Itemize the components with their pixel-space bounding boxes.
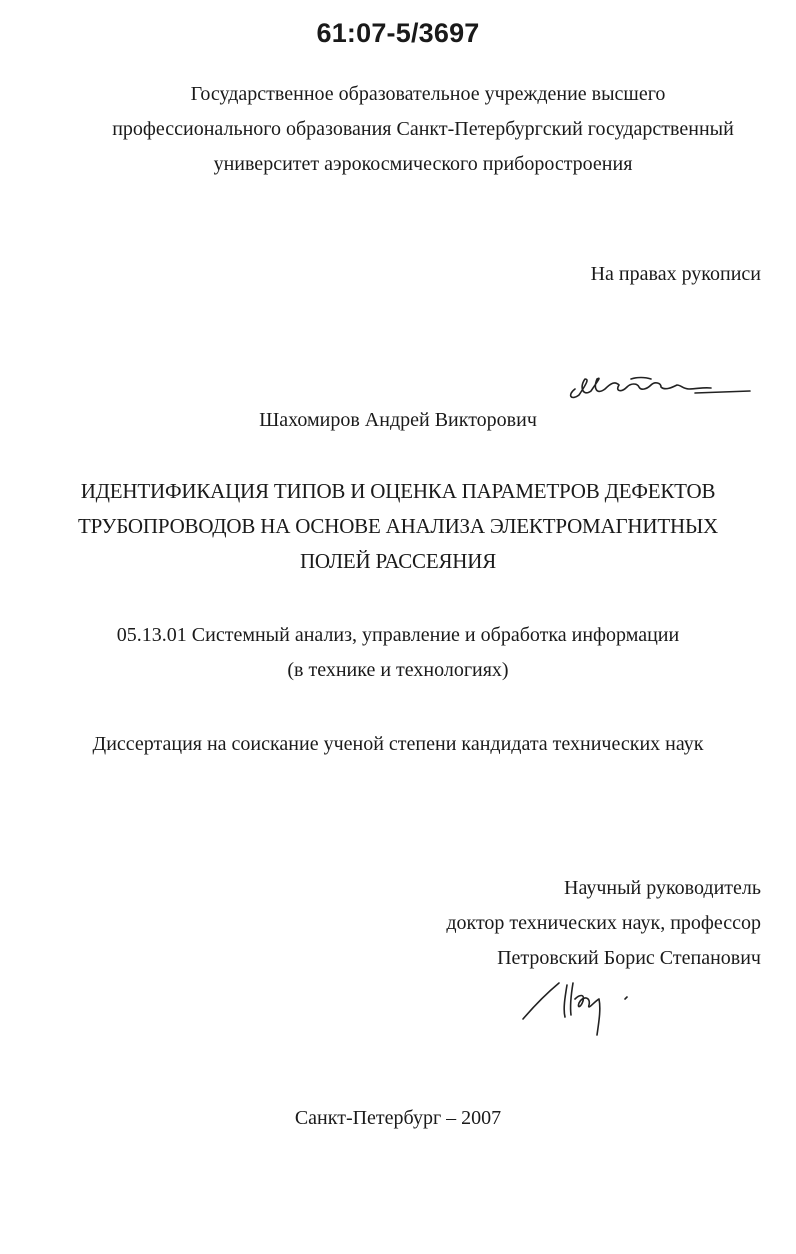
- place-and-year: Санкт-Петербург – 2007: [294, 1107, 502, 1129]
- archive-stamp-number: 61:07-5/3697: [316, 18, 480, 48]
- title-line-2: ТРУБОПРОВОДОВ НА ОСНОВЕ АНАЛИЗА ЭЛЕКТРОМАГНИТНЫХ: [77, 514, 719, 538]
- supervisor-name: Петровский Борис Степанович: [497, 947, 761, 969]
- specialty-line-1: 05.13.01 Системный анализ, управление и обработка информации: [116, 624, 680, 646]
- author-signature: [565, 365, 755, 405]
- institution-line-2: профессионального образования Санкт-Петербургский государственный: [112, 118, 734, 140]
- manuscript-note: На правах рукописи: [590, 263, 761, 285]
- supervisor-signature: [515, 975, 645, 1045]
- title-line-3: ПОЛЕЙ РАССЕЯНИЯ: [299, 549, 497, 573]
- institution-line-1: Государственное образовательное учреждение высшего: [190, 83, 666, 105]
- specialty-line-2: (в технике и технологиях): [287, 659, 509, 681]
- institution-line-3: университет аэрокосмического приборостроения: [213, 153, 633, 175]
- author-name: Шахомиров Андрей Викторович: [259, 409, 537, 431]
- supervisor-degree: доктор технических наук, профессор: [446, 912, 761, 934]
- supervisor-label: Научный руководитель: [564, 877, 761, 899]
- degree-statement: Диссертация на соискание ученой степени кандидата технических наук: [92, 733, 704, 755]
- title-line-1: ИДЕНТИФИКАЦИЯ ТИПОВ И ОЦЕНКА ПАРАМЕТРОВ ДЕФЕКТОВ: [80, 479, 716, 503]
